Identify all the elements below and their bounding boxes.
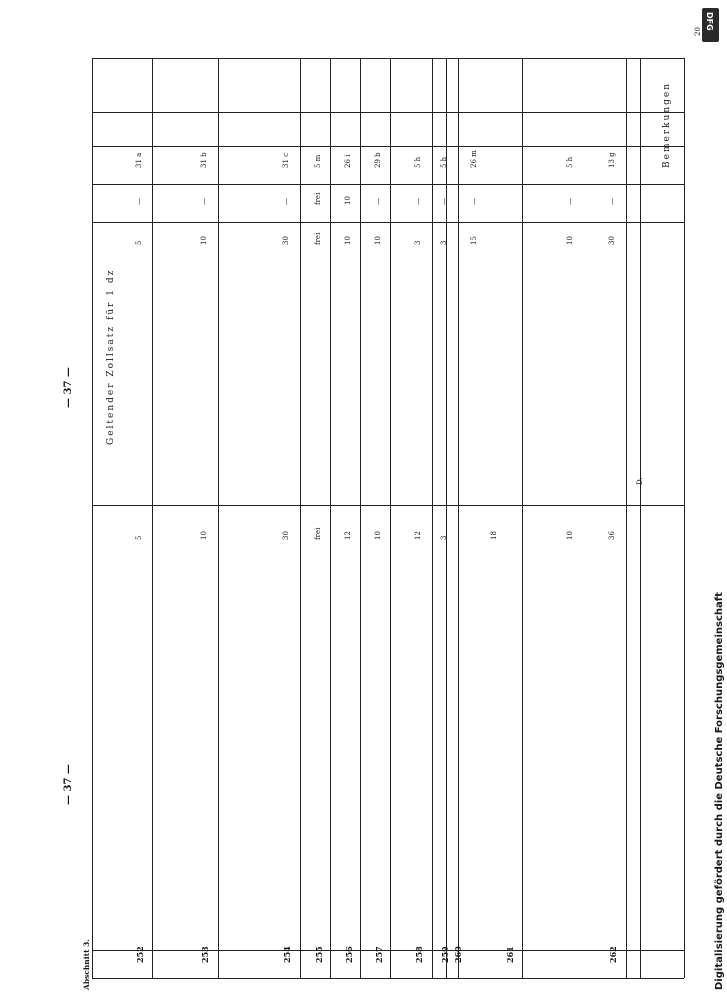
- row-259-ref: 5 h: [440, 156, 448, 168]
- row-258-current: 3: [414, 240, 422, 245]
- row-256-ref: 26 i: [344, 154, 352, 168]
- row-254-treaty: —: [282, 198, 290, 205]
- row-256-current: 10: [344, 236, 352, 245]
- page-number-right: — 37 —: [63, 764, 74, 805]
- row-252-treaty: —: [135, 198, 143, 205]
- row-256-treaty: 10: [344, 196, 352, 205]
- row-258-number: 258: [414, 946, 424, 963]
- page-number-left: — 37 —: [63, 367, 74, 408]
- row-261-treaty: —: [566, 198, 574, 205]
- row-257-number: 257: [374, 946, 384, 963]
- row-256-number: 256: [344, 946, 354, 963]
- row-262-number: 262: [608, 946, 618, 963]
- row-259-current: 3: [440, 240, 448, 245]
- row-259-duty: 3: [440, 535, 448, 540]
- row-261-number: 261: [505, 946, 515, 963]
- row-253-duty: 10: [200, 531, 208, 540]
- row-253-current: 10: [200, 236, 208, 245]
- column-header-duty: Geltender Zollsatz für 1 dz: [106, 268, 116, 445]
- row-260-current: 15: [470, 236, 478, 245]
- row-257-duty: 10: [374, 531, 382, 540]
- row-260-treaty: —: [470, 198, 478, 205]
- row-258-treaty: —: [414, 198, 422, 205]
- row-257-treaty: —: [374, 198, 382, 205]
- row-261-ref: 5 h: [566, 156, 574, 168]
- row-257-current: 10: [374, 236, 382, 245]
- row-252-ref: 31 a: [135, 152, 143, 168]
- side-number: 20: [694, 27, 702, 36]
- row-260-ref: 26 m: [470, 150, 478, 168]
- row-260-number: 260: [453, 946, 463, 963]
- row-262-duty: 36: [608, 531, 616, 540]
- row-258-duty: 12: [414, 531, 422, 540]
- credit-line: Digitalisierung gefördert durch die Deutsche Forschungsgemeinschaft: [714, 592, 725, 990]
- column-header-remarks: Bemerkungen: [662, 81, 672, 168]
- row-262-ref: 13 g: [608, 152, 616, 168]
- row-255-current: frei: [314, 232, 322, 245]
- row-252-number: 252: [135, 946, 145, 963]
- row-252-duty: 5: [135, 535, 143, 540]
- row-253-ref: 31 b: [200, 152, 208, 168]
- footnote-mark: D.: [636, 477, 644, 485]
- row-262-current: 30: [608, 236, 616, 245]
- row-254-current: 30: [282, 236, 290, 245]
- row-260-duty: 18: [490, 531, 498, 540]
- row-255-number: 255: [314, 946, 324, 963]
- row-262-treaty: —: [608, 198, 616, 205]
- row-257-ref: 29 b: [374, 152, 382, 168]
- dfg-logo: DFG: [702, 8, 719, 42]
- row-255-treaty: frei: [314, 192, 322, 205]
- row-259-treaty: —: [440, 198, 448, 205]
- row-254-duty: 30: [282, 531, 290, 540]
- row-252-current: 5: [135, 240, 143, 245]
- row-261-current: 10: [566, 236, 574, 245]
- row-255-duty: frei: [314, 527, 322, 540]
- row-254-ref: 31 c: [282, 152, 290, 168]
- row-258-ref: 5 h: [414, 156, 422, 168]
- row-259-number: 259: [440, 946, 450, 963]
- row-255-ref: 5 m: [314, 154, 322, 168]
- row-253-number: 253: [200, 946, 210, 963]
- row-254-number: 254: [282, 946, 292, 963]
- section-header: Abschnitt 3.: [82, 939, 91, 990]
- row-261-duty: 10: [566, 531, 574, 540]
- row-256-duty: 12: [344, 531, 352, 540]
- row-253-treaty: —: [200, 198, 208, 205]
